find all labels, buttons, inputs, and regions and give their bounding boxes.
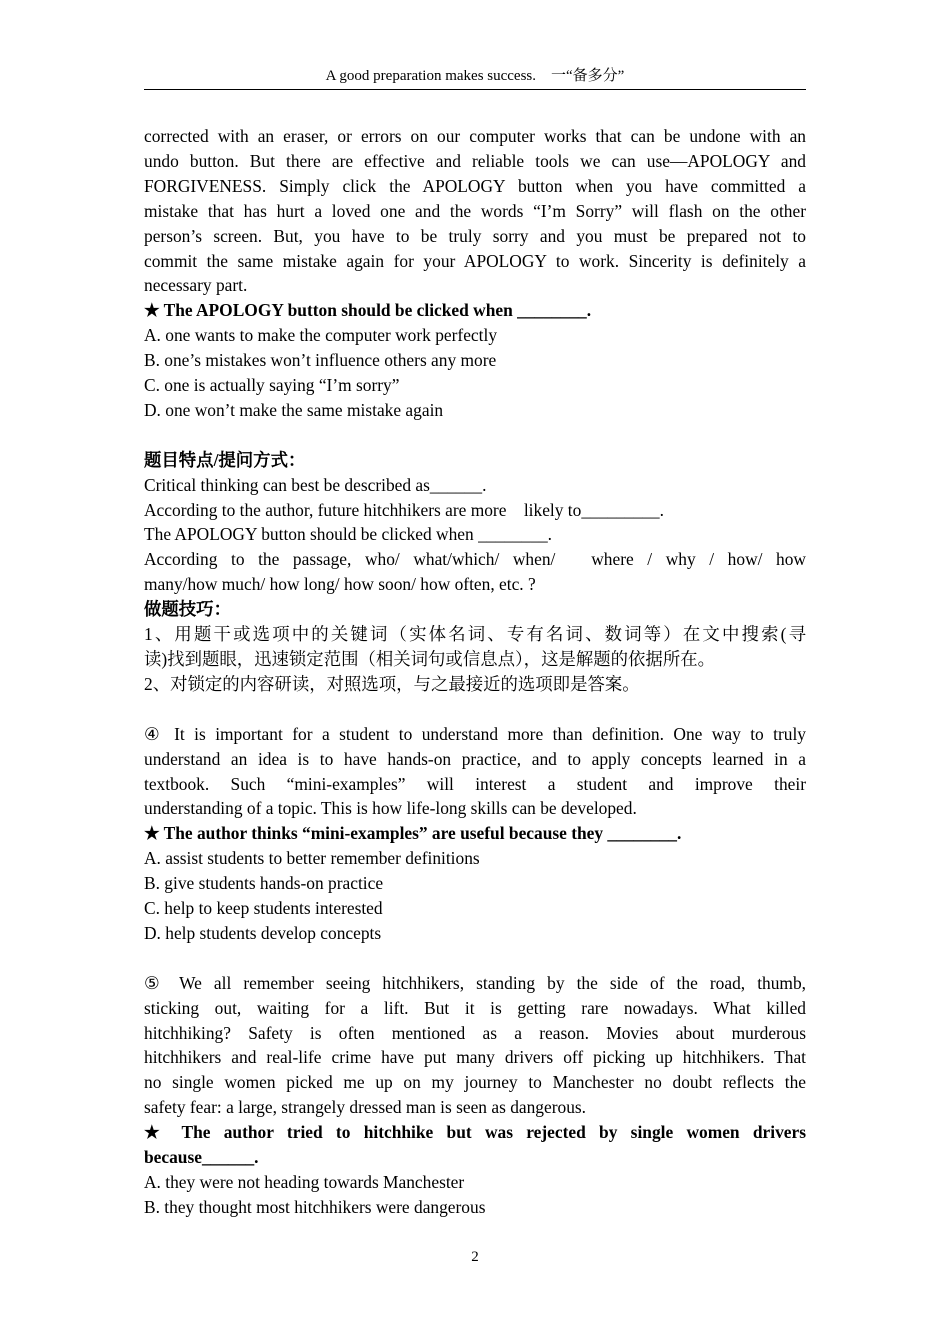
answer-option: B. one’s mistakes won’t influence others any more [144,350,497,371]
passage-line: undo button. But there are effective and reliable tools we can use—APOLOGY and [144,150,806,171]
page-header [144,64,806,90]
passage-line: hitchhiking? Safety is often mentioned as a reason. Movies about murderous [144,1022,806,1043]
passage-line: commit the same mistake again for your APOLOGY to work. Sincerity is definitely a [144,250,806,271]
passage-line: mistake that has hurt a loved one and the words “I’m Sorry” will flash on the other [144,200,806,221]
passage-line: FORGIVENESS. Simply click the APOLOGY button when you have committed a [144,175,806,196]
passage-line: textbook. Such “mini-examples” will interest a student and improve their [144,773,806,794]
question-stem: ★ The author thinks “mini-examples” are useful because they ________. [144,823,682,844]
answer-option: C. help to keep students interested [144,898,383,919]
section-heading: 做题技巧： [144,599,231,620]
answer-option: B. give students hands-on practice [144,873,384,894]
passage-line: hitchhikers and real-life crime have put many drivers off picking up hitchhikers. That [144,1047,806,1068]
answer-option: D. help students develop concepts [144,922,382,943]
page-content [144,124,806,1220]
example-question: According to the author, future hitchhikers are more likely to_________. [144,499,664,520]
answer-option: D. one won’t make the same mistake again [144,399,444,420]
section-heading: 题目特点/提问方式： [144,449,306,470]
example-question: According to the passage, who/ what/which/ when/ where / why / how/ how [144,549,806,570]
example-question: Critical thinking can best be described as______. [144,474,487,495]
passage-line: necessary part. [144,275,248,296]
passage-line: corrected with an eraser, or errors on our computer works that can be undone with an [144,126,806,146]
passage-line: no single women picked me up on my journey to Manchester no doubt reflects the [144,1072,806,1093]
passage-line: ⑤ We all remember seeing hitchhikers, standing by the side of the road, thumb, [144,972,806,993]
question-stem: ★ The APOLOGY button should be clicked when ________. [144,300,592,321]
passage-line: understand an idea is to have hands-on practice, and to apply concepts learned in a [144,748,806,769]
answer-option: A. assist students to better remember definitions [144,848,480,869]
header-text: A good preparation makes success. 一“备多分” [325,68,625,84]
example-question: many/how much/ how long/ how soon/ how often, etc. ? [144,574,536,595]
spacer [144,946,806,971]
page-number: 2 [471,1249,479,1265]
spacer [144,423,806,448]
tip-line: 读)找到题眼，迅速锁定范围（相关词句或信息点），这是解题的依据所在。 [144,649,715,670]
example-question: The APOLOGY button should be clicked when ________. [144,524,552,545]
tip-line: 2、对锁定的内容研读，对照选项，与之最接近的选项即是答案。 [144,673,640,694]
passage-line: sticking out, waiting for a lift. But it is getting rare nowadays. What killed [144,997,806,1018]
tip-line: 1、用题干或选项中的关键词（实体名词、专有名词、数词等）在文中搜索(寻 [144,624,806,645]
question-stem: because______. [144,1147,259,1168]
question-stem: ★ The author tried to hitchhike but was rejected by single women drivers [144,1122,806,1143]
passage-line: safety fear: a large, strangely dressed man is seen as dangerous. [144,1097,587,1118]
spacer [144,697,806,722]
answer-option: A. one wants to make the computer work perfectly [144,325,498,346]
passage-line: ④ It is important for a student to understand more than definition. One way to truly [144,723,806,744]
passage-line: understanding of a topic. This is how life-long skills can be developed. [144,798,637,819]
passage-line: person’s screen. But, you have to be truly sorry and you must be prepared not to [144,225,806,246]
answer-option: C. one is actually saying “I’m sorry” [144,375,400,396]
answer-option: B. they thought most hitchhikers were dangerous [144,1196,486,1217]
answer-option: A. they were not heading towards Manchester [144,1172,465,1193]
